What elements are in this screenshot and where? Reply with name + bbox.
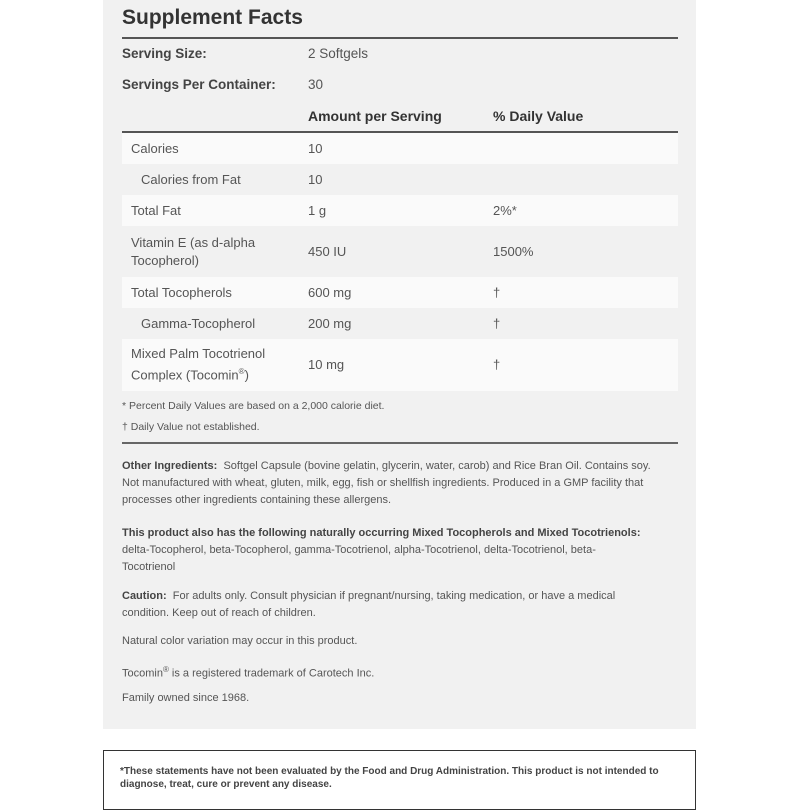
nutrient-dv: †: [493, 315, 501, 331]
servings-per-container-value: 30: [308, 77, 324, 92]
nutrient-name: Calories from Fat: [141, 171, 241, 187]
serving-size-label: Serving Size:: [122, 46, 207, 61]
nutrient-dv: †: [493, 357, 501, 372]
nutrient-dv: [493, 133, 673, 164]
nutrient-name: Total Fat: [131, 202, 181, 218]
nutrient-dv: †: [493, 284, 501, 300]
nutrient-dv: 1500%: [493, 243, 534, 259]
table-row: [122, 133, 678, 164]
serving-size-value: 2 Softgels: [308, 46, 369, 61]
trademark-note: Tocomin® is a registered trademark of Carotech Inc.: [122, 665, 375, 680]
nutrient-name: Vitamin E (as d-alpha Tocopherol): [131, 234, 256, 268]
percent-daily-footnote: * Percent Daily Values are based on a 2,000 calorie diet.: [122, 400, 385, 412]
title-divider: [122, 37, 678, 39]
table-row: [122, 277, 678, 308]
supplement-facts-title: Supplement Facts: [122, 6, 303, 29]
nutrient-amount: 10: [308, 171, 323, 187]
nutrient-name: Gamma-Tocopherol: [141, 315, 256, 331]
natural-tocopherols-text: This product also has the following naturally occurring Mixed Tocopherols and Mixed Tocotrienols: delta-Tocopherol, beta-Tocopherol, gamma-Tocotrienol, alpha-Tocotrienol, delta-Tocotrienol, beta- Tocotrienol: [122, 527, 641, 573]
nutrient-name: Calories: [131, 140, 179, 156]
daily-value-header: % Daily Value: [493, 108, 584, 124]
fda-disclaimer-text: *These statements have not been evaluated by the Food and Drug Administration. This product is not intended to diagnose, treat, cure or prevent any disease.: [120, 766, 659, 790]
nutrient-amount: 450 IU: [308, 243, 347, 259]
table-row: [122, 164, 678, 195]
nutrient-amount: 1 g: [308, 202, 327, 218]
nutrient-name: Mixed Palm Tocotrienol Complex (Tocomin®): [131, 346, 266, 383]
other-ingredients-text: Other Ingredients: Softgel Capsule (bovine gelatin, glycerin, water, carob) and Rice Bran Oil. Contains soy. Not manufactured with wheat, gluten, milk, egg, fish or shellfish ingredients. Produced in a GMP facility that processes other ingredients containing these allergens.: [122, 460, 651, 506]
amount-per-serving-header: Amount per Serving: [308, 108, 442, 124]
table-row: [122, 226, 678, 277]
servings-per-container-label: Servings Per Container:: [122, 77, 276, 92]
table-row: [122, 195, 678, 226]
family-owned-note: Family owned since 1968.: [122, 692, 250, 704]
nutrient-dv: [493, 164, 673, 195]
nutrient-name: Total Tocopherols: [131, 284, 232, 300]
fda-disclaimer-box: [103, 750, 696, 810]
color-variation-note: Natural color variation may occur in this product.: [122, 635, 358, 647]
nutrient-amount: 10: [308, 140, 323, 156]
nutrient-amount: 600 mg: [308, 284, 352, 300]
table-row: [122, 308, 678, 339]
table-row: [122, 339, 678, 391]
nutrient-amount: 200 mg: [308, 315, 352, 331]
nutrient-dv: 2%*: [493, 202, 517, 218]
dagger-footnote: † Daily Value not established.: [122, 421, 260, 433]
footnote-divider: [122, 442, 678, 444]
nutrient-amount: 10 mg: [308, 357, 345, 372]
supplement-facts-panel: [103, 0, 696, 729]
caution-text: Caution: For adults only. Consult physician if pregnant/nursing, taking medication, or have a medical condition. Keep out of reach of children.: [122, 590, 616, 619]
